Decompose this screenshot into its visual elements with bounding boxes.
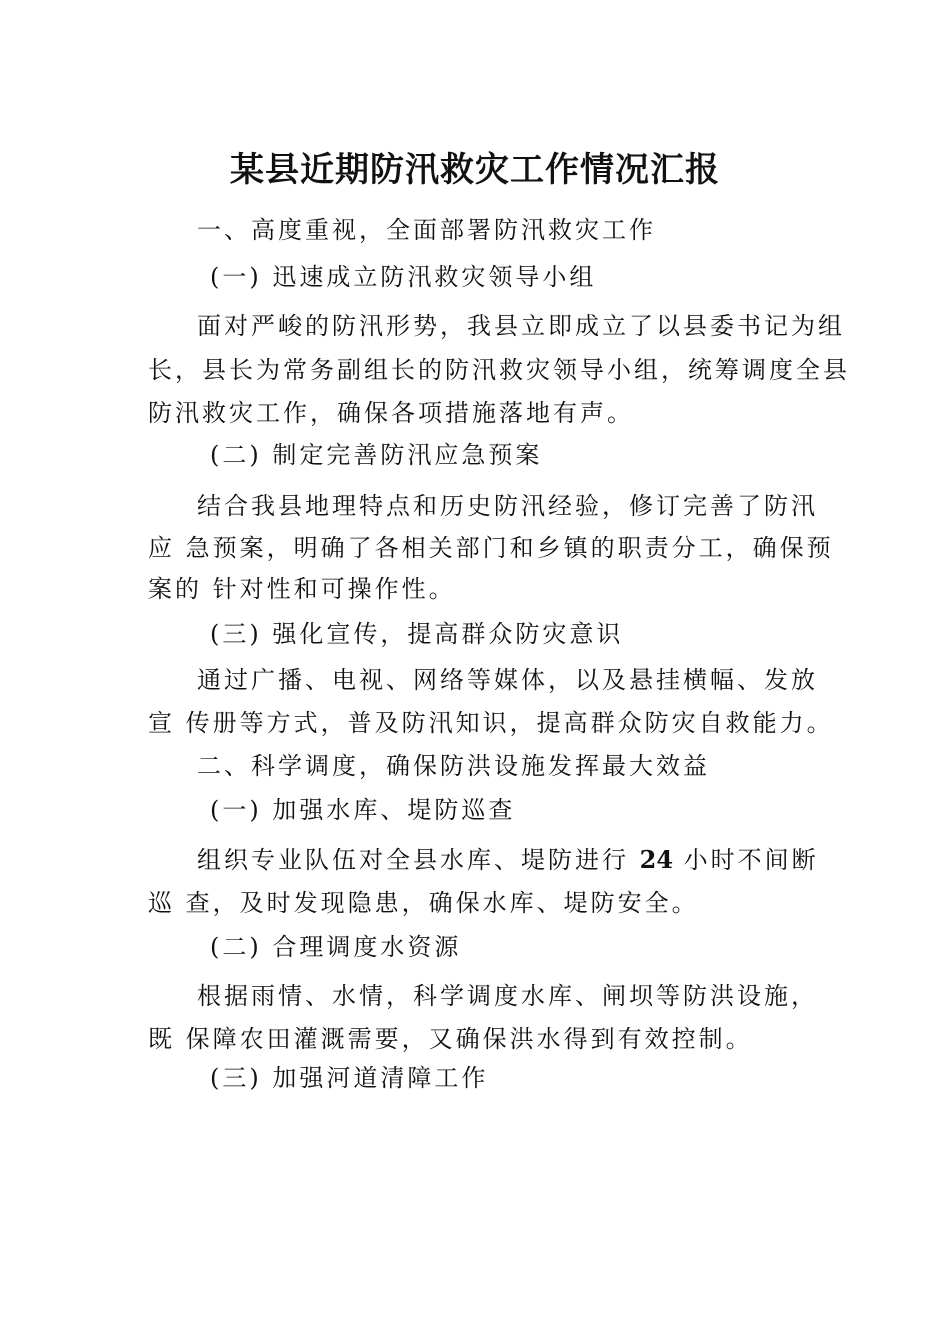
section-1-heading: 一、高度重视，全面部署防汛救灾工作 bbox=[197, 216, 656, 244]
paragraph-line: 既 保障农田灌溉需要，又确保洪水得到有效控制。 bbox=[148, 1025, 753, 1053]
hours-number: 24 bbox=[639, 845, 674, 874]
text-run: 组织专业队伍对全县水库、堤防进行 bbox=[197, 846, 640, 874]
paragraph-line bbox=[197, 842, 819, 878]
section-1-sub-1-heading: (一) 迅速成立防汛救灾领导小组 bbox=[210, 263, 597, 291]
section-1-sub-2-heading: (二) 制定完善防汛应急预案 bbox=[210, 441, 543, 469]
section-2-sub-1-heading: (一) 加强水库、堤防巡查 bbox=[210, 796, 516, 824]
paragraph-line: 巡 查，及时发现隐患，确保水库、堤防安全。 bbox=[148, 889, 699, 917]
section-1-sub-3-heading: (三) 强化宣传，提高群众防灾意识 bbox=[210, 620, 624, 648]
paragraph-line: 长，县长为常务副组长的防汛救灾领导小组，统筹调度全县 bbox=[148, 356, 850, 384]
section-2-heading: 二、科学调度，确保防洪设施发挥最大效益 bbox=[197, 752, 710, 780]
text-run: 小时不间断 bbox=[673, 846, 819, 874]
document-title: 某县近期防汛救灾工作情况汇报 bbox=[230, 150, 720, 190]
paragraph-line: 根据雨情、水情，科学调度水库、闸坝等防洪设施， bbox=[197, 982, 818, 1010]
paragraph-line: 案的 针对性和可操作性。 bbox=[148, 575, 456, 603]
paragraph-line: 应 急预案，明确了各相关部门和乡镇的职责分工，确保预 bbox=[148, 534, 834, 562]
paragraph-line: 防汛救灾工作，确保各项措施落地有声。 bbox=[148, 399, 634, 427]
paragraph-line: 面对严峻的防汛形势，我县立即成立了以县委书记为组 bbox=[197, 312, 845, 340]
section-2-sub-3-heading: (三) 加强河道清障工作 bbox=[210, 1064, 489, 1092]
section-2-sub-2-heading: (二) 合理调度水资源 bbox=[210, 933, 462, 961]
paragraph-line: 结合我县地理特点和历史防汛经验，修订完善了防汛 bbox=[197, 492, 818, 520]
paragraph-line: 通过广播、电视、网络等媒体，以及悬挂横幅、发放 bbox=[197, 666, 818, 694]
paragraph-line: 宣 传册等方式，普及防汛知识，提高群众防灾自救能力。 bbox=[148, 709, 834, 737]
